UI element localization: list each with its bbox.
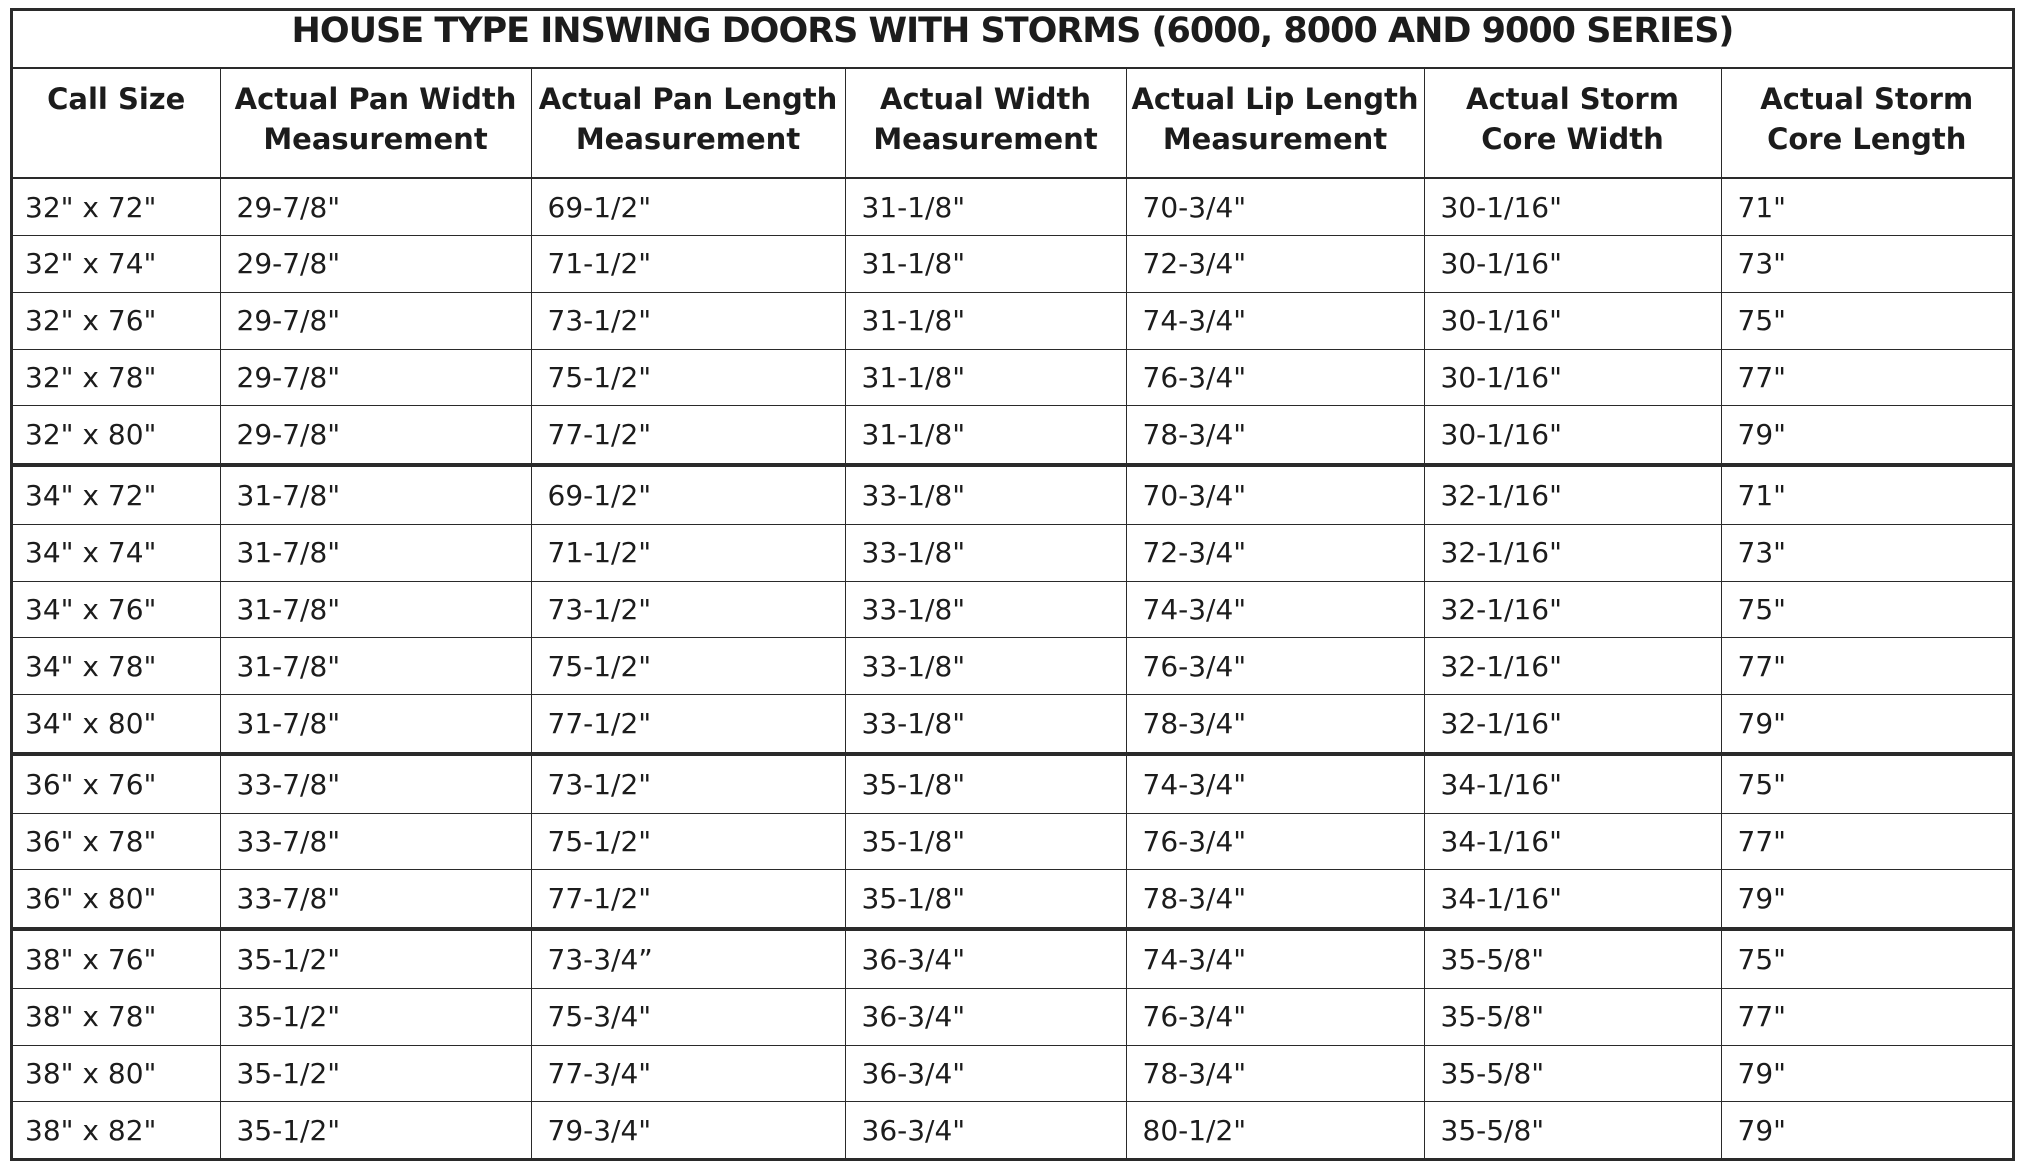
storm-core-width-cell: 30-1/16"	[1424, 349, 1721, 406]
lip-length-cell: 76-3/4"	[1126, 988, 1424, 1045]
pan-length-cell: 77-1/2"	[531, 406, 845, 465]
width-cell: 36-3/4"	[845, 988, 1126, 1045]
lip-length-cell: 80-1/2"	[1126, 1102, 1424, 1158]
width-cell: 36-3/4"	[845, 1045, 1126, 1102]
storm-core-width-cell: 32-1/16"	[1424, 465, 1721, 524]
table-row	[13, 524, 2012, 581]
call-size-cell: 32" x 76"	[13, 292, 220, 349]
table-row	[13, 1102, 2012, 1158]
lip-length-cell: 74-3/4"	[1126, 292, 1424, 349]
pan-width-cell: 29-7/8"	[220, 349, 531, 406]
storm-core-length-cell: 79"	[1721, 406, 2012, 465]
header-call-size	[13, 68, 220, 178]
call-size-cell: 34" x 74"	[13, 524, 220, 581]
call-size-cell: 34" x 72"	[13, 465, 220, 524]
table-row	[13, 406, 2012, 465]
pan-width-cell: 31-7/8"	[220, 695, 531, 754]
lip-length-cell: 76-3/4"	[1126, 638, 1424, 695]
width-cell: 31-1/8"	[845, 349, 1126, 406]
width-cell: 31-1/8"	[845, 236, 1126, 293]
pan-width-cell: 33-7/8"	[220, 754, 531, 813]
pan-width-cell: 33-7/8"	[220, 813, 531, 870]
header-line: Core Length	[1767, 122, 1967, 156]
lip-length-cell: 76-3/4"	[1126, 813, 1424, 870]
storm-core-width-cell: 30-1/16"	[1424, 292, 1721, 349]
storm-core-width-cell: 30-1/16"	[1424, 236, 1721, 293]
storm-core-width-cell: 34-1/16"	[1424, 870, 1721, 929]
header-line: Core Width	[1481, 122, 1664, 156]
pan-length-cell: 77-1/2"	[531, 870, 845, 929]
call-size-cell: 34" x 80"	[13, 695, 220, 754]
storm-core-width-cell: 32-1/16"	[1424, 581, 1721, 638]
table-title: HOUSE TYPE INSWING DOORS WITH STORMS (6000, 8000 AND 9000 SERIES)	[13, 11, 2012, 68]
width-cell: 35-1/8"	[845, 813, 1126, 870]
header-line: Measurement	[1162, 122, 1388, 156]
width-cell: 36-3/4"	[845, 1102, 1126, 1158]
storm-core-width-cell: 32-1/16"	[1424, 695, 1721, 754]
header-lip-length	[1126, 68, 1424, 178]
header-line: Actual Width	[880, 82, 1091, 116]
header-width	[845, 68, 1126, 178]
table-row	[13, 581, 2012, 638]
call-size-cell: 34" x 76"	[13, 581, 220, 638]
call-size-cell: 38" x 82"	[25, 1113, 157, 1147]
width-cell: 33-1/8"	[845, 465, 1126, 524]
header-line: Actual Lip Length	[1131, 82, 1419, 116]
header-storm-core-width	[1424, 68, 1721, 178]
lip-length-cell: 78-3/4"	[1126, 870, 1424, 929]
pan-length-cell: 75-1/2"	[531, 813, 845, 870]
table-row	[13, 292, 2012, 349]
header-storm-core-length	[1721, 68, 2012, 178]
storm-core-length-cell: 75"	[1721, 754, 2012, 813]
table-row	[13, 638, 2012, 695]
lip-length-cell: 72-3/4"	[1126, 524, 1424, 581]
storm-core-length-cell: 79"	[1721, 695, 2012, 754]
pan-length-cell: 77-3/4"	[531, 1045, 845, 1102]
width-cell: 33-1/8"	[845, 695, 1126, 754]
call-size-cell: 38" x 80"	[13, 1045, 220, 1102]
width-cell: 35-1/8"	[845, 754, 1126, 813]
storm-core-length-cell: 79"	[1721, 870, 2012, 929]
call-size-cell: 36" x 78"	[13, 813, 220, 870]
pan-length-cell: 79-3/4"	[531, 1102, 845, 1158]
pan-length-cell: 73-1/2"	[531, 292, 845, 349]
call-size-cell: 34" x 78"	[13, 638, 220, 695]
header-line: Actual Pan Length	[538, 82, 838, 116]
pan-length-cell: 75-1/2"	[531, 638, 845, 695]
title-row	[13, 11, 2012, 68]
call-size-cell: 38" x 78"	[13, 988, 220, 1045]
table-body	[13, 178, 2012, 1158]
pan-length-cell: 77-1/2"	[531, 695, 845, 754]
pan-width-cell: 35-1/2"	[220, 988, 531, 1045]
storm-core-length-cell: 77"	[1721, 349, 2012, 406]
pan-length-cell: 71-1/2"	[531, 524, 845, 581]
storm-core-length-cell: 73"	[1721, 524, 2012, 581]
header-row	[13, 68, 2012, 178]
storm-core-width-cell: 30-1/16"	[1424, 406, 1721, 465]
table-row	[13, 929, 2012, 988]
storm-core-width-cell: 32-1/16"	[1424, 638, 1721, 695]
pan-length-cell: 73-3/4”	[531, 929, 845, 988]
pan-length-cell: 73-1/2"	[531, 754, 845, 813]
header-line: Measurement	[873, 122, 1098, 156]
storm-core-length-cell: 75"	[1721, 929, 2012, 988]
pan-length-cell: 71-1/2"	[531, 236, 845, 293]
pan-width-cell: 29-7/8"	[220, 178, 531, 236]
call-size-cell: 32" x 74"	[13, 236, 220, 293]
width-cell: 31-1/8"	[845, 406, 1126, 465]
call-size-cell: 38" x 76"	[13, 929, 220, 988]
pan-length-cell: 75-3/4"	[531, 988, 845, 1045]
pan-width-cell: 31-7/8"	[220, 524, 531, 581]
lip-length-cell: 74-3/4"	[1126, 754, 1424, 813]
storm-core-length-cell: 75"	[1721, 292, 2012, 349]
header-line: Call Size	[47, 82, 186, 116]
lip-length-cell: 74-3/4"	[1126, 581, 1424, 638]
storm-core-length-cell: 79"	[1721, 1102, 2012, 1158]
storm-core-length-cell: 71"	[1721, 465, 2012, 524]
storm-core-length-cell: 73"	[1721, 236, 2012, 293]
width-cell: 33-1/8"	[845, 581, 1126, 638]
storm-core-length-cell: 77"	[1721, 813, 2012, 870]
width-cell: 33-1/8"	[845, 638, 1126, 695]
storm-core-width-cell: 34-1/16"	[1424, 813, 1721, 870]
header-pan-width	[220, 68, 531, 178]
pan-width-cell: 31-7/8"	[220, 581, 531, 638]
pan-width-cell: 31-7/8"	[220, 465, 531, 524]
lip-length-cell: 74-3/4"	[1126, 929, 1424, 988]
lip-length-cell: 78-3/4"	[1126, 1045, 1424, 1102]
table-row	[13, 349, 2012, 406]
storm-core-length-cell: 77"	[1721, 638, 2012, 695]
storm-core-width-cell: 34-1/16"	[1424, 754, 1721, 813]
lip-length-cell: 78-3/4"	[1126, 406, 1424, 465]
header-line: Actual Storm	[1466, 82, 1679, 116]
table-row	[13, 988, 2012, 1045]
pan-width-cell: 31-7/8"	[220, 638, 531, 695]
table-row	[13, 813, 2012, 870]
table-row	[13, 870, 2012, 929]
pan-length-cell: 69-1/2"	[531, 465, 845, 524]
width-cell: 35-1/8"	[845, 870, 1126, 929]
measurement-table	[13, 11, 2012, 1158]
pan-width-cell: 35-1/2"	[220, 1045, 531, 1102]
pan-length-cell: 69-1/2"	[531, 178, 845, 236]
call-size-cell: 32" x 78"	[13, 349, 220, 406]
header-line: Actual Storm	[1760, 82, 1974, 116]
pan-width-cell: 29-7/8"	[220, 236, 531, 293]
door-size-chart	[10, 8, 2015, 1161]
storm-core-width-cell: 35-5/8"	[1424, 929, 1721, 988]
call-size-cell: 32" x 80"	[13, 406, 220, 465]
pan-width-cell: 35-1/2"	[220, 929, 531, 988]
lip-length-cell: 78-3/4"	[1126, 695, 1424, 754]
header-line: Actual Pan Width	[234, 82, 517, 116]
pan-length-cell: 73-1/2"	[531, 581, 845, 638]
storm-core-length-cell: 79"	[1721, 1045, 2012, 1102]
storm-core-width-cell: 30-1/16"	[1424, 178, 1721, 236]
call-size-cell: 36" x 76"	[13, 754, 220, 813]
call-size-cell: 32" x 72"	[13, 178, 220, 236]
storm-core-width-cell: 35-5/8"	[1424, 1102, 1721, 1158]
lip-length-cell: 70-3/4"	[1126, 178, 1424, 236]
width-cell: 31-1/8"	[845, 292, 1126, 349]
storm-core-width-cell: 35-5/8"	[1424, 1045, 1721, 1102]
table-row	[13, 465, 2012, 524]
header-line: Measurement	[575, 122, 801, 156]
header-pan-length	[531, 68, 845, 178]
lip-length-cell: 76-3/4"	[1126, 349, 1424, 406]
call-size-cell: 36" x 80"	[13, 870, 220, 929]
width-cell: 33-1/8"	[845, 524, 1126, 581]
table-row	[13, 178, 2012, 236]
width-cell: 31-1/8"	[845, 178, 1126, 236]
table-row	[13, 236, 2012, 293]
lip-length-cell: 72-3/4"	[1126, 236, 1424, 293]
storm-core-length-cell: 77"	[1721, 988, 2012, 1045]
table-row	[13, 695, 2012, 754]
width-cell: 36-3/4"	[845, 929, 1126, 988]
table-row	[13, 1045, 2012, 1102]
pan-width-cell: 35-1/2"	[220, 1102, 531, 1158]
storm-core-width-cell: 35-5/8"	[1424, 988, 1721, 1045]
pan-length-cell: 75-1/2"	[531, 349, 845, 406]
header-line: Measurement	[263, 122, 488, 156]
pan-width-cell: 29-7/8"	[220, 406, 531, 465]
storm-core-width-cell: 32-1/16"	[1424, 524, 1721, 581]
pan-width-cell: 29-7/8"	[220, 292, 531, 349]
storm-core-length-cell: 71"	[1721, 178, 2012, 236]
pan-width-cell: 33-7/8"	[220, 870, 531, 929]
table-row	[13, 754, 2012, 813]
lip-length-cell: 70-3/4"	[1126, 465, 1424, 524]
storm-core-length-cell: 75"	[1721, 581, 2012, 638]
